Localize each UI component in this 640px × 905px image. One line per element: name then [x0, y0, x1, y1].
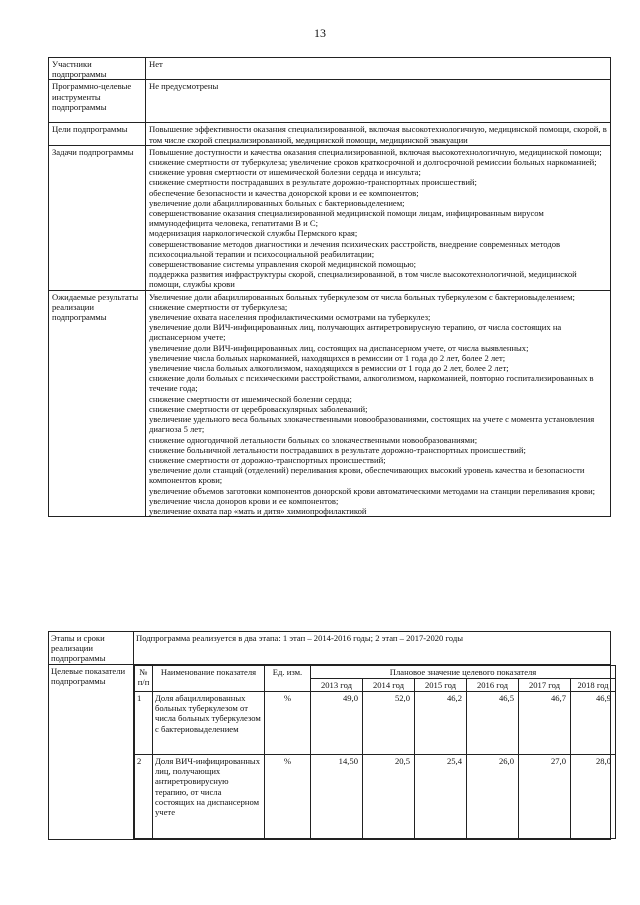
indicator-value: 14,50 [311, 755, 363, 839]
task-line: снижение смертности от туберкулеза; увеличение сроков краткосрочной и долгосрочной ремиссии больных наркоманией; [149, 157, 597, 168]
result-line: увеличение доли станций (отделений) переливания крови, обеспечивающих высокий уровень качества и безопасности компонентов крови; [149, 465, 585, 486]
indicator-value: 46,5 [467, 692, 519, 755]
task-line: Повышение доступности и качества оказания специализированной, включая высокотехнологичную, медицинской помощи; [149, 146, 602, 157]
result-line: увеличение удельного веса больных злокачественными новообразованиями, состоящих на учете с момента установления диагноза 5 лет; [149, 414, 595, 435]
year-header: 2018 год [571, 678, 616, 691]
row-tasks [49, 145, 611, 290]
indicators-label: Целевые показатели подпрограммы [49, 664, 134, 839]
passport-table [48, 57, 611, 517]
header-planned: Плановое значение целевого показателя [311, 665, 616, 678]
year-header: 2016 год [467, 678, 519, 691]
task-line: поддержка развития инфраструктуры скорой, специализированной, в том числе высокотехнологичной, медицинской помощи, службы крови [149, 269, 577, 290]
header-row [135, 665, 616, 678]
task-line: совершенствование оказания специализированной медицинской помощи лицам, инфицированным вирусом иммунодефицита человека, гепатитами В и С; [149, 208, 544, 229]
result-line: увеличение числа доноров крови и ее компонентов; [149, 495, 339, 506]
indicator-value: 46,9 [571, 692, 616, 755]
indicator-value: 27,0 [519, 755, 571, 839]
result-line: снижение больничной летальности пострадавших в результате дорожно-транспортных происшествий; [149, 444, 526, 455]
indicator-value: 46,7 [519, 692, 571, 755]
task-line: совершенствование методов диагностики и лечения психических расстройств, внедрение современных методов психосоциальной терапии и психосоциальной реабилитации; [149, 238, 561, 259]
task-line: снижение уровня смертности от ишемической болезни сердца и инсульта; [149, 167, 421, 178]
indicators-inner-table [134, 665, 616, 839]
indicator-value: 20,5 [363, 755, 415, 839]
indicator-value: 49,0 [311, 692, 363, 755]
row-participants [49, 58, 611, 80]
task-line: модернизация наркологической службы Пермского края; [149, 228, 358, 239]
header-unit: Ед. изм. [265, 665, 311, 691]
row-label: Цели подпрограммы [49, 123, 146, 145]
result-line: снижение смертности от дорожно-транспортных происшествий; [149, 454, 386, 465]
row-label: Программно-целевые инструменты подпрограммы [49, 80, 146, 123]
result-line: увеличение доли ВИЧ-инфицированных лиц, получающих антиретровирусную терапию, от числа состоящих на диспансерном учете; [149, 322, 562, 343]
row-value: Нет [146, 58, 611, 80]
indicator-name: Доля абациллированных больных туберкулезом от числа больных туберкулезом с бактериовыделением [153, 692, 265, 755]
row-value [146, 290, 611, 516]
result-line: увеличение охвата пар «мать и дитя» химиопрофилактикой [149, 505, 367, 516]
row-label: Задачи подпрограммы [49, 145, 146, 290]
row-stages [49, 632, 611, 665]
task-line: обеспечение безопасности и качества донорской крови и ее компонентов; [149, 187, 419, 198]
indicator-value: 25,4 [415, 755, 467, 839]
row-label: Ожидаемые результаты реализации подпрограммы [49, 290, 146, 516]
result-line: увеличение числа больных наркоманией, находящихся в ремиссии от 1 года до 2 лет, более 2 лет; [149, 352, 506, 363]
year-header: 2013 год [311, 678, 363, 691]
indicator-value: 46,2 [415, 692, 467, 755]
result-line: Увеличение доли абациллированных больных туберкулезом от числа больных туберкулезом с бактериовыделением; [149, 291, 575, 302]
indicator-value: 52,0 [363, 692, 415, 755]
result-line: снижение доли больных с психическими расстройствами, алкоголизмом, наркоманией, повторно госпитализированных в течение года; [149, 373, 594, 394]
indicator-num: 2 [135, 755, 153, 839]
row-goals [49, 123, 611, 145]
result-line: снижение смертности от цереброваскулярных заболеваний; [149, 403, 368, 414]
task-line: совершенствование системы управления скорой медицинской помощью; [149, 259, 417, 270]
result-line: снижение смертности от туберкулеза; [149, 301, 288, 312]
result-line: снижение одногодичной летальности больных со злокачественными новообразованиями; [149, 434, 478, 445]
indicator-row [135, 692, 616, 755]
header-num: № п/п [135, 665, 153, 691]
header-name: Наименование показателя [153, 665, 265, 691]
indicator-unit: % [265, 692, 311, 755]
indicator-num: 1 [135, 692, 153, 755]
result-line: увеличение числа больных алкоголизмом, находящихся в ремиссии от 1 года до 2 лет, более 2 лет; [149, 363, 509, 374]
result-line: увеличение объемов заготовки компонентов донорской крови автоматическими методами на станции переливания крови; [149, 485, 596, 496]
row-results [49, 290, 611, 516]
indicators-table [48, 631, 611, 840]
row-value [146, 145, 611, 290]
row-value: Не предусмотрены [146, 80, 611, 123]
row-value: Повышение эффективности оказания специализированной, включая высокотехнологичную, медицинской помощи, скорой, в том числе скорой специализированной, медицинской помощи, медицинской эвакуации [146, 123, 611, 145]
indicator-value: 28,0 [571, 755, 616, 839]
row-indicators [49, 664, 611, 839]
indicator-row [135, 755, 616, 839]
row-instruments [49, 80, 611, 123]
task-line: снижение смертности пострадавших в результате дорожно-транспортных происшествий; [149, 177, 477, 188]
stages-label: Этапы и сроки реализации подпрограммы [49, 632, 134, 665]
row-label: Участники подпрограммы [49, 58, 146, 80]
page-number: 13 [314, 26, 326, 40]
indicator-name: Доля ВИЧ-инфицированных лиц, получающих антиретровирусную терапию, от числа состоящих на диспансерном учете [153, 755, 265, 839]
year-header: 2015 год [415, 678, 467, 691]
year-header: 2017 год [519, 678, 571, 691]
result-line: увеличение охвата населения профилактическими осмотрами на туберкулез; [149, 312, 431, 323]
stages-text: Подпрограмма реализуется в два этапа: 1 этап – 2014-2016 годы; 2 этап – 2017-2020 годы [134, 632, 611, 665]
result-line: увеличение доли ВИЧ-инфицированных лиц, состоящих на диспансерном учете, от числа выявленных; [149, 342, 529, 353]
indicator-unit: % [265, 755, 311, 839]
year-header: 2014 год [363, 678, 415, 691]
indicator-value: 26,0 [467, 755, 519, 839]
task-line: увеличение доли абациллированных больных с бактериовыделением; [149, 197, 405, 208]
result-line: снижение смертности от ишемической болезни сердца; [149, 393, 352, 404]
